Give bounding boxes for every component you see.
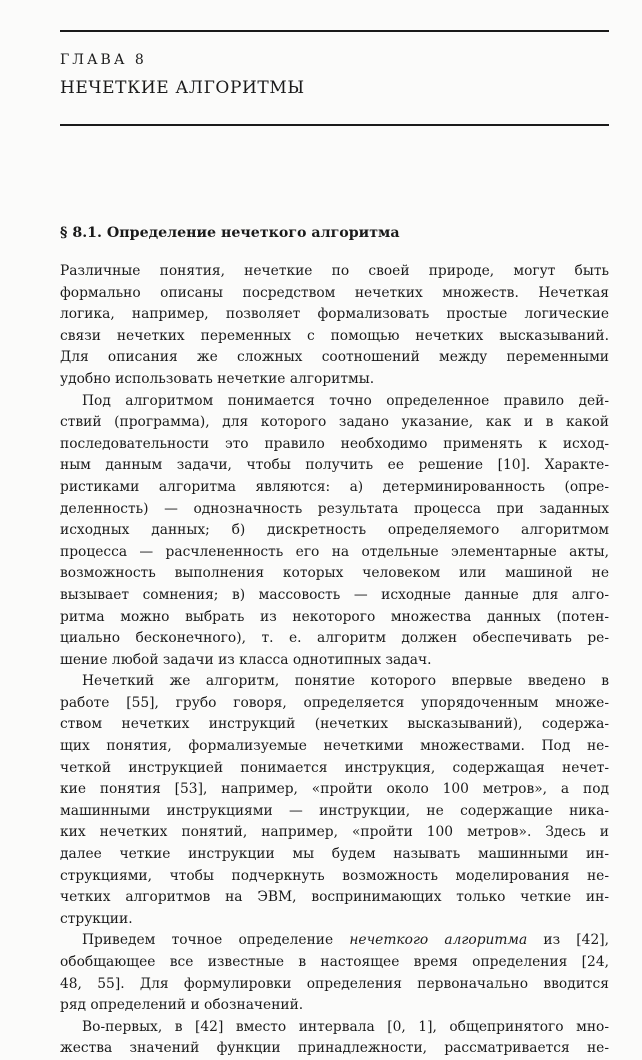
chapter-label: ГЛАВА 8 xyxy=(60,52,147,68)
text-line: Различные понятия, нечеткие по своей природе, могут быть xyxy=(60,263,609,279)
text-line: процесса — расчлененность его на отдельные элементарные акты, xyxy=(60,543,609,560)
bottom-rule xyxy=(60,124,609,126)
text-segment: Приведем точное определение xyxy=(82,932,350,949)
text-line: ряд определений и обозначений. xyxy=(60,997,304,1014)
text-line-with-emphasis xyxy=(60,930,609,952)
text-line: щих понятия, формализуемые нечеткими множествами. Под не- xyxy=(60,738,609,755)
body-text xyxy=(60,261,609,1060)
text-line: 48, 55]. Для формулировки определения первоначально вводится xyxy=(60,975,609,992)
text-line: струкции. xyxy=(60,910,133,927)
text-line: ным данным задачи, чтобы получить ее решение [10]. Характе- xyxy=(60,457,609,474)
text-line: четких алгоритмов на ЭВМ, воспринимающих только четкие ин- xyxy=(60,889,609,906)
text-line: ких нечетких понятий, например, «пройти 100 метров». Здесь и xyxy=(60,824,609,841)
text-line: обобщающее все известные в настоящее время определения [24, xyxy=(60,954,609,970)
text-line: Для описания же сложных соотношений между переменными xyxy=(60,349,609,366)
text-line: возможность выполнения которых человеком или машиной не xyxy=(60,565,609,582)
emphasized-term: нечеткого алгоритма xyxy=(349,932,528,949)
text-line: деленность) — однозначность результата процесса при заданных xyxy=(60,500,609,517)
text-line: циально бесконечного), т. е. алгоритм должен обеспечивать ре- xyxy=(60,630,609,647)
top-rule xyxy=(60,30,609,32)
section-heading: § 8.1. Определение нечеткого алгоритма xyxy=(60,225,400,241)
text-line: формально описаны посредством нечетких множеств. Нечеткая xyxy=(60,284,609,301)
text-line: логика, например, позволяет формализовать простые логические xyxy=(60,306,609,323)
text-line: далее четкие инструкции мы будем называть машинными ин- xyxy=(60,846,609,863)
text-line: ствий (программа), для которого задано указание, как и в какой xyxy=(60,414,609,431)
text-line: четкой инструкцией понимается инструкция, содержащая нечет- xyxy=(60,759,609,776)
text-line: связи нечетких переменных с помощью нечетких высказываний. xyxy=(60,327,609,344)
chapter-title: НЕЧЕТКИЕ АЛГОРИТМЫ xyxy=(60,78,305,98)
text-line: Нечеткий же алгоритм, понятие которого впервые введено в xyxy=(82,673,609,690)
text-line: работе [55], грубо говоря, определяется упорядоченным множе- xyxy=(60,694,609,711)
text-line: ритма можно выбрать из некоторого множества данных (потен- xyxy=(60,608,609,625)
text-line: вызывает сомнения; в) массовость — исходные данные для алго- xyxy=(60,586,609,603)
text-line: ристиками алгоритма являются: а) детерминированность (опре- xyxy=(60,478,609,495)
text-line: шение любой задачи из класса однотипных задач. xyxy=(60,651,432,668)
text-segment: из [42], xyxy=(527,932,609,949)
text-line: удобно использовать нечеткие алгоритмы. xyxy=(60,370,375,387)
text-line: последовательности это правило необходимо применять к исход- xyxy=(60,435,609,452)
text-line: Во-первых, в [42] вместо интервала [0, 1], общепринятого мно- xyxy=(82,1018,609,1035)
text-line: кие понятия [53], например, «пройти около 100 метров», а под xyxy=(60,781,609,798)
text-line: исходных данных; б) дискретность определяемого алгоритмом xyxy=(60,522,609,539)
text-line: жества значений функции принадлежности, рассматривается не- xyxy=(60,1040,609,1057)
text-line: ством нечетких инструкций (нечетких высказываний), содержа- xyxy=(60,716,609,733)
text-line: струкциями, чтобы подчеркнуть возможность моделирования не- xyxy=(60,867,609,884)
text-line: Под алгоритмом понимается точно определенное правило дей- xyxy=(82,392,609,409)
text-line: машинными инструкциями — инструкции, не содержащие ника- xyxy=(60,802,609,819)
